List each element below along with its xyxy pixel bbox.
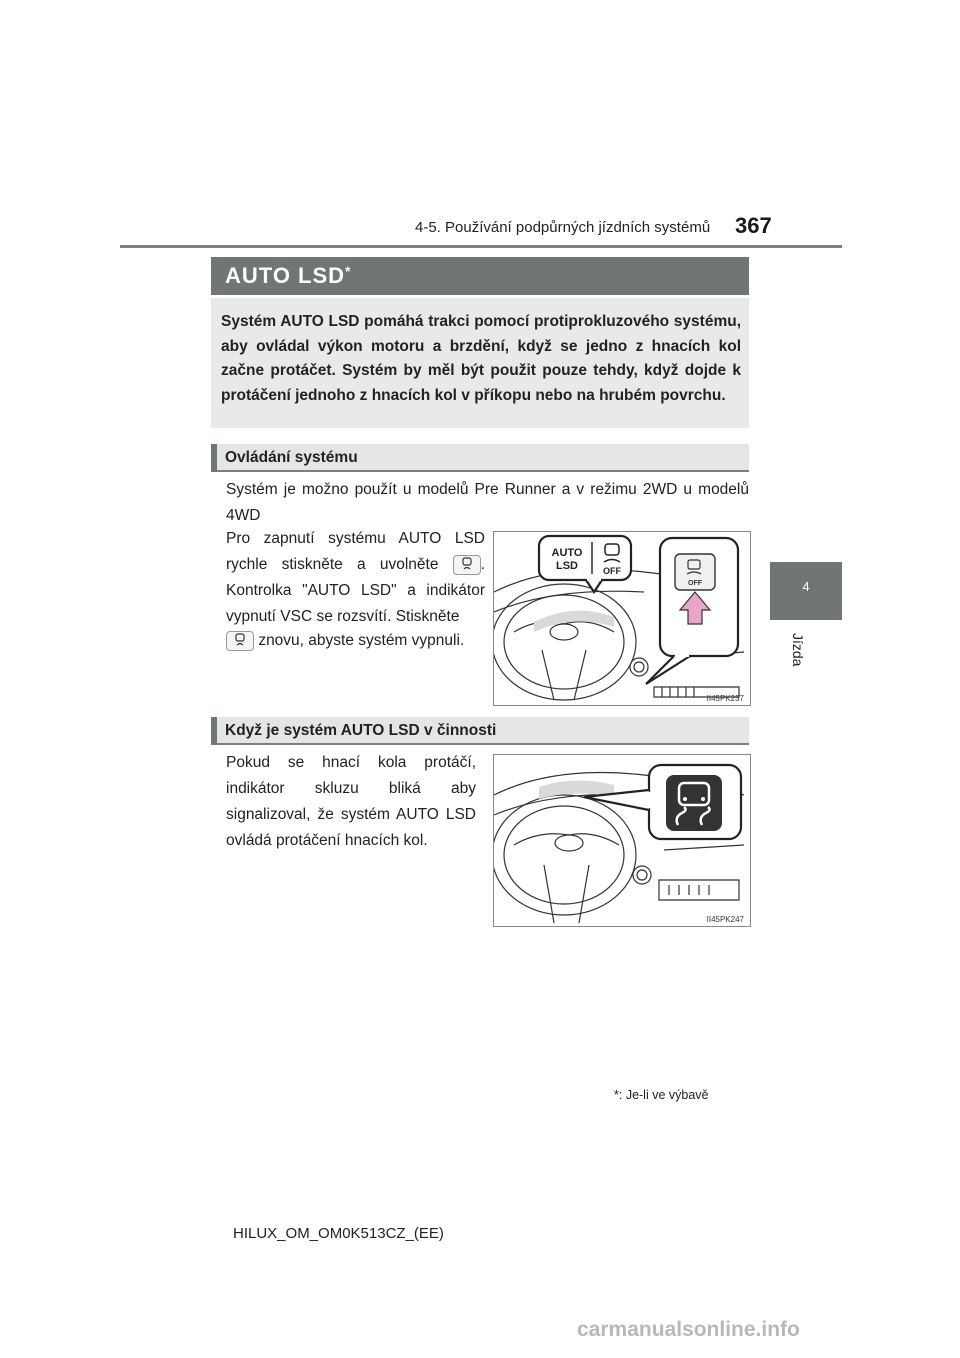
dashboard-illustration-1 bbox=[494, 532, 750, 705]
slip-indicator-icon bbox=[666, 775, 722, 831]
callout-auto-label: AUTO bbox=[551, 547, 583, 559]
section1-para2 bbox=[226, 526, 485, 630]
section-title: 4-5. Používání podpůrných jízdních systémů bbox=[415, 219, 711, 236]
footnote-text: : Je-li ve výbavě bbox=[618, 1088, 709, 1102]
section-heading-accent bbox=[211, 444, 217, 472]
header-rule bbox=[120, 245, 842, 248]
page-title bbox=[225, 263, 352, 289]
footnote bbox=[614, 1088, 709, 1102]
document-code: HILUX_OM_OM0K513CZ_(EE) bbox=[233, 1225, 444, 1242]
para2-part-a: Pro zapnutí systému AUTO LSD rychle stiskněte a uvolněte bbox=[226, 530, 485, 573]
chapter-number: 4 bbox=[802, 579, 810, 594]
para2-part-c: znovu, abyste systém vypnuli. bbox=[258, 632, 465, 649]
para2-part-b: . Kontrolka "AUTO LSD" a indikátor vypnutí VSC se rozsvítí. Stiskněte bbox=[226, 556, 486, 625]
section1-para1: Systém je možno použít u modelů Pre Runner a v režimu 2WD u modelů 4WD bbox=[226, 481, 749, 524]
section-heading-control: Ovládání systému bbox=[225, 449, 358, 466]
figure2-code: II45PK247 bbox=[706, 915, 744, 924]
footnote-star: * bbox=[614, 1088, 619, 1102]
dashboard-illustration-2 bbox=[494, 755, 750, 926]
page-number: 367 bbox=[735, 213, 772, 238]
section2-para: Pokud se hnací kola protáčí, indikátor skluzu bliká aby signalizoval, že systém AUTO LSD ovládá protáčení hnacích kol. bbox=[226, 754, 476, 849]
intro-text: Systém AUTO LSD pomáhá trakci pomocí protiprokluzového systému, aby ovládal výkon motoru a brzdění, když se jedno z hnacích kol začne protáčet. Systém by měl být použit pouze tehdy, když dojde k protáčení jednoho z hnacích kol v příkopu nebo na hrubém povrchu. bbox=[221, 313, 741, 404]
watermark: carmanualsonline.info bbox=[577, 1318, 800, 1341]
page-title-text: AUTO LSD bbox=[225, 263, 346, 288]
vsc-off-icon bbox=[226, 631, 254, 651]
chapter-label: Jízda bbox=[790, 633, 806, 667]
section1-para2-end bbox=[226, 628, 496, 654]
figure-auto-lsd-switch bbox=[493, 531, 751, 706]
button-off-label: OFF bbox=[688, 580, 702, 587]
section-heading-operation: Když je systém AUTO LSD v činnosti bbox=[225, 722, 497, 739]
title-star: * bbox=[345, 263, 352, 279]
figure1-code: II45PK237 bbox=[706, 694, 744, 703]
vsc-off-icon bbox=[453, 555, 481, 575]
callout-off-label: OFF bbox=[603, 566, 621, 576]
section-heading-accent bbox=[211, 717, 217, 745]
callout-lsd-label: LSD bbox=[556, 560, 578, 572]
figure-slip-indicator bbox=[493, 754, 751, 927]
